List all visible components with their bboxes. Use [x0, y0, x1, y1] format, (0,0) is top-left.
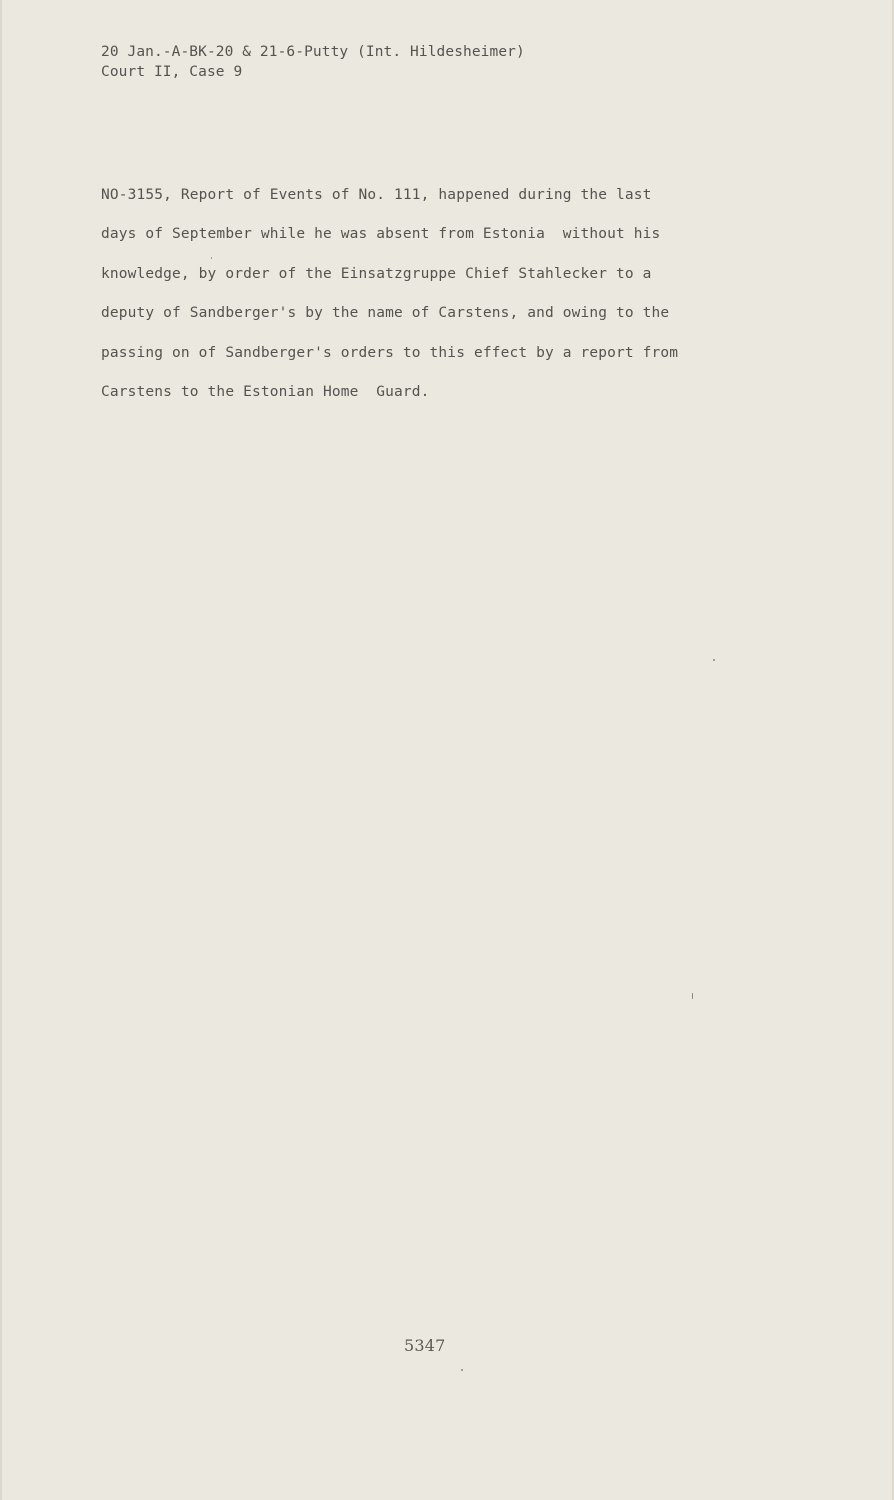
body-line: passing on of Sandberger's orders to this effect by a report from	[101, 344, 679, 361]
paper-speck	[713, 659, 715, 661]
page-number: 5347	[404, 1336, 446, 1355]
body-line: days of September while he was absent from Estonia without his	[101, 226, 661, 243]
header-court-line: Court II, Case 9	[101, 64, 243, 80]
paper-speck	[211, 257, 212, 259]
paper-speck	[692, 993, 693, 999]
body-line: knowledge, by order of the Einsatzgruppe Chief Stahlecker to a	[101, 265, 652, 282]
body-line: Carstens to the Estonian Home Guard.	[101, 384, 430, 401]
document-header	[101, 42, 525, 82]
document-body	[101, 176, 751, 412]
paper-speck	[461, 1369, 463, 1371]
body-line: NO-3155, Report of Events of No. 111, happened during the last	[101, 187, 652, 203]
body-line: deputy of Sandberger's by the name of Carstens, and owing to the	[101, 305, 670, 322]
header-session-line: 20 Jan.-A-BK-20 & 21-6-Putty (Int. Hildesheimer)	[101, 44, 525, 60]
